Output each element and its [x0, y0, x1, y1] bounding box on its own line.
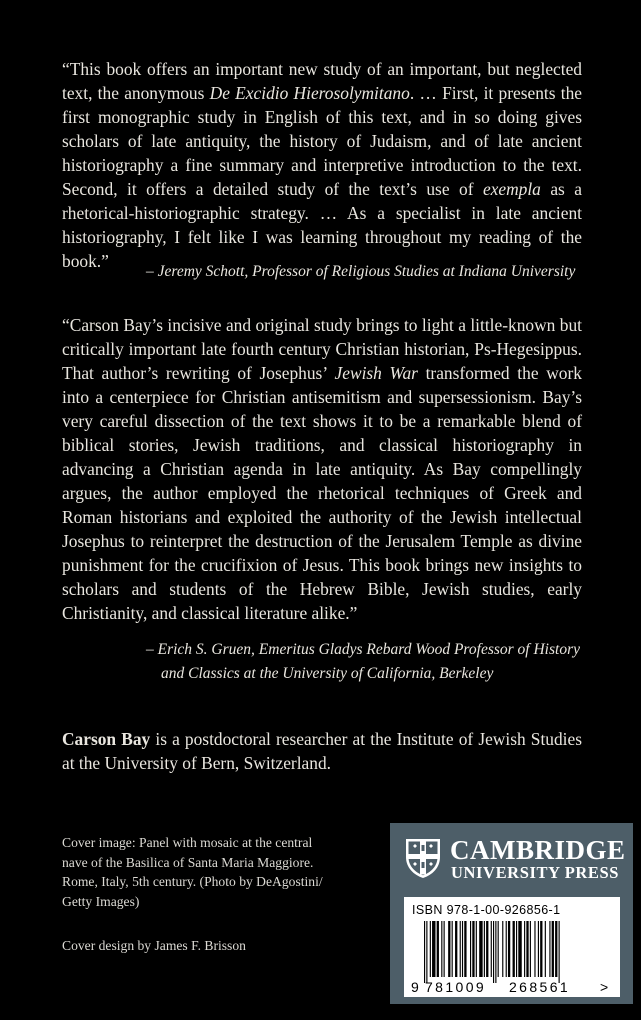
isbn-label: ISBN 978-1-00-926856-1 [412, 903, 561, 917]
review2-attribution-line2: and Classics at the University of California, Berkeley [161, 665, 494, 682]
barcode-bar [552, 921, 554, 977]
review2-text-part1: “Carson Bay’s incisive and original study brings to light a little-known but critically important late fourth century Christian historian, Ps-Hegesippus. That author’s rewriting of Josephus’ [62, 315, 582, 383]
barcode-bar [462, 921, 463, 977]
author-name: Carson Bay [62, 729, 151, 749]
barcode-bar [559, 921, 560, 983]
barcode-digits-left: 781009 [425, 979, 487, 995]
barcode-digits-right: 268561 [509, 979, 571, 995]
barcode-bar [491, 921, 492, 977]
barcode-bar [424, 921, 425, 983]
review1-text-part1: “This book offers an important new study of an important, but neglected text, the anonymous [62, 59, 582, 103]
barcode-bar [555, 921, 557, 977]
review2-text-part2: transformed the work into a centerpiece for Christian antisemitism and supersessionism. Bay’s very careful dissection of the text shows it to be a remarkable blend of biblical stories, Jewish traditions, and classical historiography in advancing a Christian agenda in late antiquity. As Bay compellingly argues, the author employed the rhetorical techniques of Greek and Roman historians and exploited the authority of the Jewish intellectual Josephus to reinterpret the destruction of the Jerusalem Temple as divine punishment for the crucifixion of Jesus. This book brings new insights to scholars and students of the Hebrew Bible, Jewish studies, early Christianity, and classical literature alike.” [62, 363, 582, 623]
review1-exempla: exempla [482, 179, 541, 199]
barcode-bars [424, 921, 560, 983]
review1-title: De Excidio Hierosolymitano [209, 83, 410, 103]
barcode-bar [464, 921, 466, 977]
barcode-bar [506, 921, 507, 977]
barcode-bar [430, 921, 431, 977]
review-jeremy-schott [62, 57, 582, 273]
barcode-bar [538, 921, 539, 977]
barcode-digit-lead: 9 [411, 979, 419, 995]
review-erich-gruen [62, 313, 582, 625]
cover-image-credit [62, 833, 382, 911]
review2-title: Jewish War [334, 363, 418, 383]
barcode-bar [530, 921, 531, 977]
publisher-panel [390, 823, 633, 1004]
barcode-end-mark: > [600, 979, 609, 995]
barcode-bar [540, 921, 542, 977]
barcode-bar [534, 921, 535, 977]
publisher-name: CAMBRIDGE [450, 835, 626, 865]
review1-text-part3: as a rhetorical-historiographic strategy. … As a specialist in late ancient historiography, I felt like I was learning throughout my reading of the book.” [62, 179, 582, 271]
barcode-bar [495, 921, 496, 983]
isbn-barcode [404, 897, 620, 997]
barcode-bar [502, 921, 503, 977]
cover-image-credit-line: Cover image: Panel with mosaic at the central [62, 835, 313, 850]
barcode-bar [437, 921, 439, 977]
review1-text-part2: . … First, it presents the first monographic study in English of this text, and in so doing gives scholars of late antiquity, the history of Judaism, and of late ancient historiography a fine summary and interpretive introduction to the text. Second, it offers a detailed study of the text’s use of [62, 83, 582, 199]
barcode-bar [549, 921, 550, 977]
barcode-bar [526, 921, 528, 977]
barcode-bar [508, 921, 510, 977]
barcode-bar [493, 921, 494, 983]
cambridge-shield-icon [404, 837, 442, 879]
publisher-subname: UNIVERSITY PRESS [451, 863, 620, 882]
barcode-bar [516, 921, 517, 977]
barcode-bar [472, 921, 474, 977]
barcode-bar [452, 921, 453, 977]
review1-attribution: – Jeremy Schott, Professor of Religious Studies at Indiana University [146, 263, 576, 280]
barcode-bar [498, 921, 499, 977]
barcode-bar [444, 921, 445, 977]
barcode-bar [455, 921, 457, 977]
barcode-bar [486, 921, 488, 977]
barcode-bar [518, 921, 521, 977]
cover-design-credit: Cover design by James F. Brisson [62, 938, 246, 953]
barcode-bar [460, 921, 461, 977]
barcode-bar [479, 921, 482, 977]
barcode-bar [513, 921, 515, 977]
cover-image-credit-line: Getty Images) [62, 893, 140, 909]
barcode-graphic [410, 921, 614, 995]
author-bio [62, 727, 582, 775]
barcode-bar [545, 921, 546, 977]
barcode-bar [432, 921, 435, 977]
barcode-bar [524, 921, 525, 977]
review2-attribution-line1: – Erich S. Gruen, Emeritus Gladys Rebard Wood Professor of History [146, 641, 580, 658]
author-bio-text: is a postdoctoral researcher at the Institute of Jewish Studies at the University of Bern, Switzerland. [62, 729, 582, 773]
barcode-bar [484, 921, 485, 977]
barcode-bar [441, 921, 442, 977]
barcode-bar [448, 921, 450, 977]
cover-image-credit-line: nave of the Basilica of Santa Maria Maggiore. [62, 854, 314, 870]
barcode-bar [426, 921, 427, 983]
barcode-bar [470, 921, 471, 977]
publisher-logo [404, 835, 624, 885]
cover-image-credit-line: Rome, Italy, 5th century. (Photo by DeAgostini/ [62, 874, 323, 889]
barcode-bar [476, 921, 477, 977]
